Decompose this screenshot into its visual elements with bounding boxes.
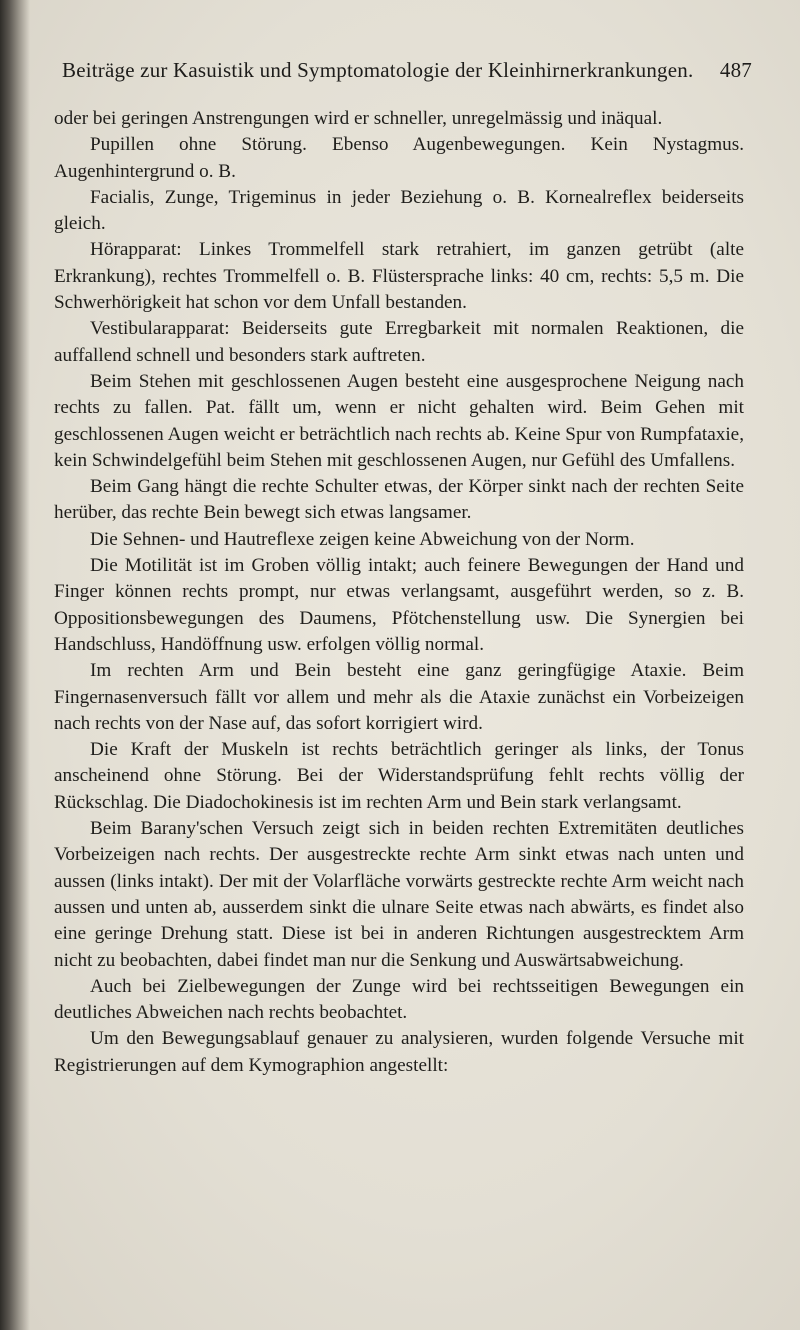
page-number: 487 [719, 58, 752, 82]
paragraph-14: Um den Bewegungsablauf genauer zu analysieren, wurden folgende Versuche mit Registrierungen auf dem Kymographion angestellt: [54, 1028, 744, 1076]
paragraph-12: Beim Barany'schen Versuch zeigt sich in beiden rechten Extremitäten deutliches Vorbeizeigen nach rechts. Der ausgestreckte rechte Arm sinkt etwas nach unten und aussen (links intakt). Der mit der Volarfläche vorwärts gestreckte rechte Arm weicht nach aussen und unten ab, ausserdem sinkt die ulnare Seite etwas nach abwärts, es findet also eine geringe Drehung statt. Diese ist bei in anderen Richtungen ausgestrecktem Arm nicht zu beobachten, dabei findet man nur die Senkung und Auswärtsabweichung. [54, 818, 744, 971]
paragraph-13: Auch bei Zielbewegungen der Zunge wird bei rechtsseitigen Bewegungen ein deutliches Abweichen nach rechts beobachtet. [54, 975, 744, 1024]
body-text [54, 106, 744, 1079]
paragraph-8: Die Sehnen- und Hautreflexe zeigen keine Abweichung von der Norm. [90, 528, 635, 550]
paragraph-1: oder bei geringen Anstrengungen wird er schneller, unregelmässig und inäqual. [54, 108, 663, 129]
paragraph-5: Vestibularapparat: Beiderseits gute Erregbarkeit mit normalen Reaktionen, die auffallend schnell und besonders stark auftreten. [54, 318, 744, 366]
running-title: Beiträge zur Kasuistik und Symptomatologie der Kleinhirnerkrankungen. [62, 58, 694, 82]
paragraph-4: Hörapparat: Linkes Trommelfell stark retrahiert, im ganzen getrübt (alte Erkrankung), rechtes Trommelfell o. B. Flüstersprache links: 40 cm, rechts: 5,5 m. Die Schwerhörigkeit hat schon vor dem Unfall bestanden. [54, 239, 744, 314]
binding-shadow [0, 0, 30, 1330]
page-header [62, 58, 752, 88]
paragraph-6: Beim Stehen mit geschlossenen Augen besteht eine ausgesprochene Neigung nach rechts zu fallen. Pat. fällt um, wenn er nicht gehalten wird. Beim Gehen mit geschlossenen Augen weicht er beträchtlich nach rechts ab. Keine Spur von Rumpfataxie, kein Schwindelgefühl beim Stehen mit geschlossenen Augen, nur Gefühl des Umfallens. [54, 370, 744, 471]
paragraph-2: Pupillen ohne Störung. Ebenso Augenbewegungen. Kein Nystagmus. Augenhintergrund o. B. [54, 134, 744, 182]
paragraph-3: Facialis, Zunge, Trigeminus in jeder Beziehung o. B. Kornealreflex beiderseits gleich. [54, 186, 744, 235]
paragraph-9: Die Motilität ist im Groben völlig intakt; auch feinere Bewegungen der Hand und Finger können rechts prompt, nur etwas verlangsamt, ausgeführt werden, so z. B. Oppositionsbewegungen des Daumens, Pfötchenstellung usw. Die Synergien bei Handschluss, Handöffnung usw. erfolgen völlig normal. [54, 555, 744, 655]
paragraph-10: Im rechten Arm und Bein besteht eine ganz geringfügige Ataxie. Beim Fingernasenversuch fällt vor allem und mehr als die Ataxie zunächst ein Vorbeizeigen nach rechts von der Nase auf, das sofort korrigiert wird. [54, 660, 744, 734]
paragraph-11: Die Kraft der Muskeln ist rechts beträchtlich geringer als links, der Tonus anscheinend ohne Störung. Bei der Widerstandsprüfung fehlt rechts völlig der Rückschlag. Die Diadochokinesis ist im rechten Arm und Bein stark verlangsamt. [54, 739, 744, 813]
paragraph-7: Beim Gang hängt die rechte Schulter etwas, der Körper sinkt nach der rechten Seite herüber, das rechte Bein bewegt sich etwas langsamer. [54, 476, 744, 524]
